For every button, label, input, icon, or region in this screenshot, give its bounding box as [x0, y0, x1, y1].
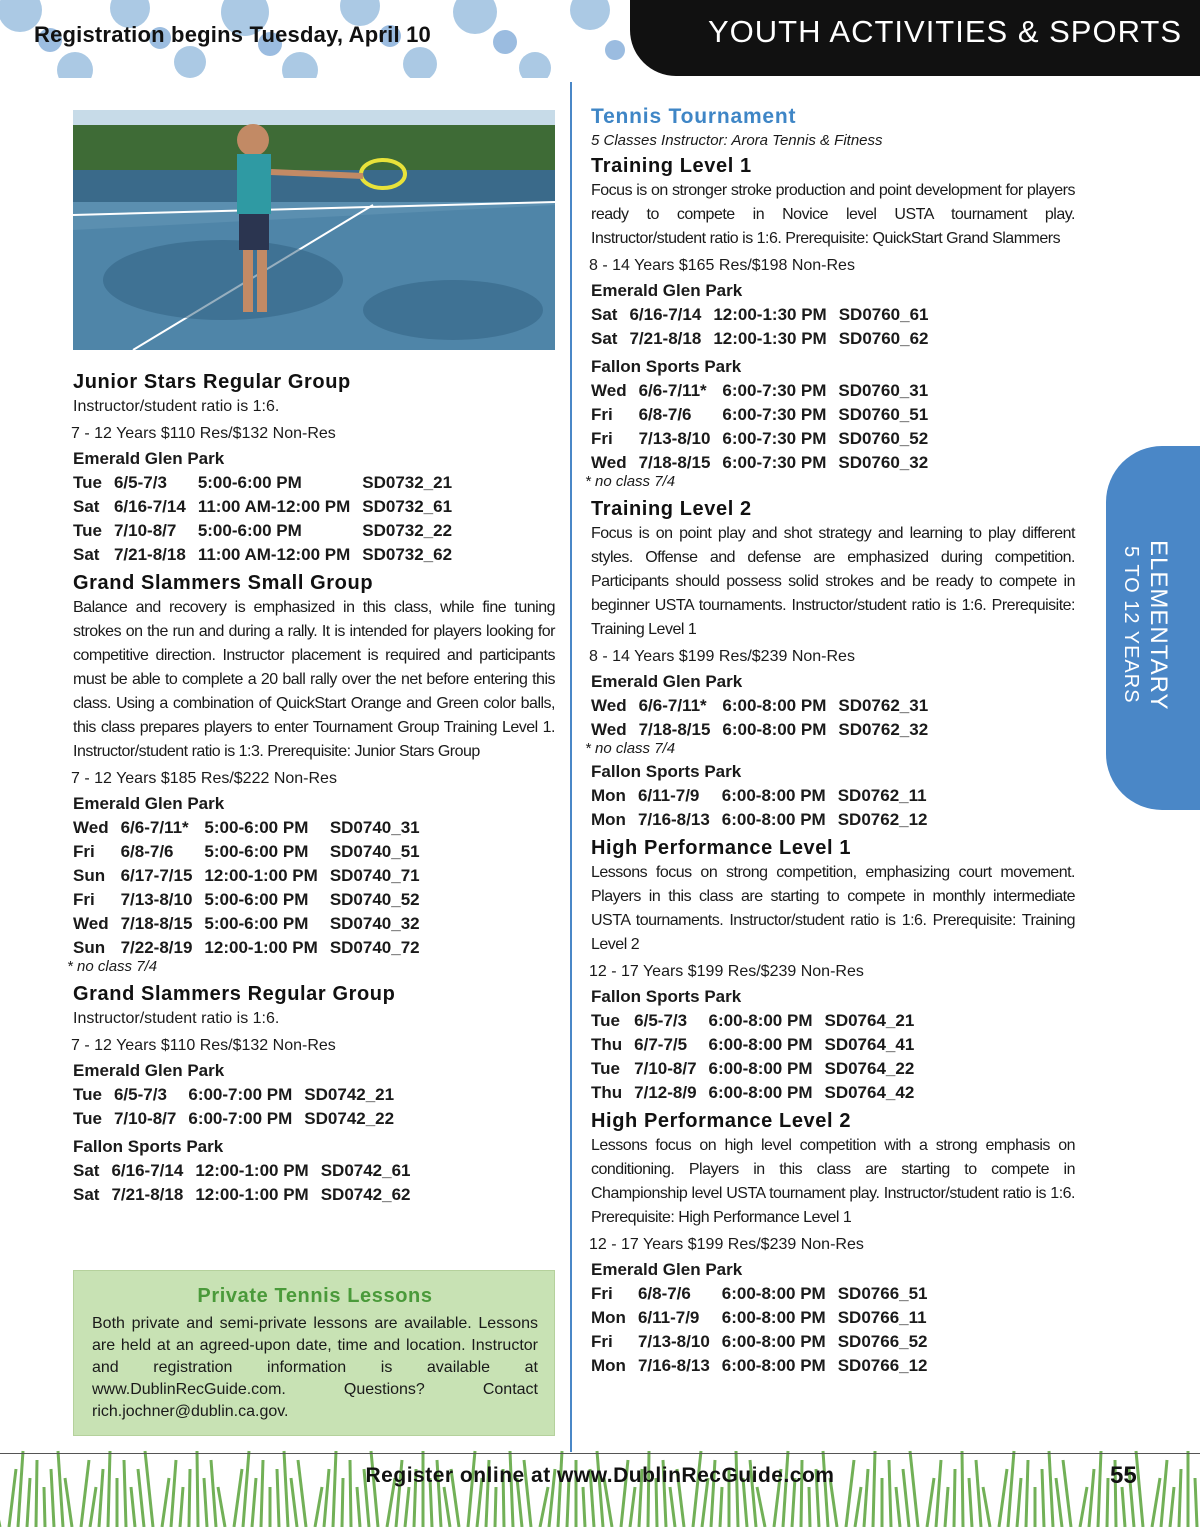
grass-blade [1008, 1451, 1014, 1527]
schedule-row [591, 403, 940, 427]
grand-regular-title: Grand Slammers Regular Group [73, 983, 396, 1005]
private-lessons-box [73, 1270, 555, 1436]
time-cell: 6:00-8:00 PM [722, 720, 827, 739]
high-performance-1-ages: 12 - 17 Years $199 Res/$239 Non-Res [589, 963, 864, 980]
course-code-cell: SD0766_11 [837, 1308, 927, 1327]
junior-stars-location: Emerald Glen Park [73, 449, 225, 468]
time-cell: 12:00-1:30 PM [713, 305, 827, 324]
grass-blade [18, 1451, 23, 1527]
footer-register-link[interactable]: Register online at www.DublinRecGuide.com [365, 1464, 835, 1487]
training-level-2-title: Training Level 2 [591, 498, 752, 520]
time-cell: 11:00 AM-12:00 PM [197, 545, 351, 564]
dates-cell: 6/16-7/14 [111, 1161, 184, 1180]
grand-regular-schedule-1 [73, 1083, 406, 1131]
course-code-cell: SD0740_72 [329, 938, 420, 957]
dates-cell: 7/13-8/10 [638, 429, 711, 448]
day-cell: Fri [591, 429, 613, 448]
course-code-cell: SD0732_21 [362, 473, 453, 492]
schedule-row [73, 1083, 406, 1107]
section-title: YOUTH ACTIVITIES & SPORTS [708, 14, 1183, 49]
dates-cell: 7/21-8/18 [629, 329, 702, 348]
time-cell: 6:00-8:00 PM [721, 1356, 826, 1375]
course-code-cell: SD0742_61 [320, 1161, 411, 1180]
course-code-cell: SD0762_11 [837, 786, 927, 805]
training-level-1-location-1: Emerald Glen Park [591, 281, 743, 300]
day-cell: Mon [591, 786, 626, 805]
dates-cell: 6/6-7/11* [638, 696, 707, 715]
day-cell: Sat [73, 545, 100, 564]
day-cell: Sat [73, 497, 100, 516]
schedule-row [73, 1159, 423, 1183]
right-column [585, 104, 1075, 1378]
tennis-tournament-subtitle: 5 Classes Instructor: Arora Tennis & Fitness [591, 132, 883, 149]
training-level-2-note: * no class 7/4 [585, 740, 676, 757]
dates-cell: 7/10-8/7 [113, 1109, 177, 1128]
day-cell: Wed [591, 696, 627, 715]
grass-blade [371, 1451, 378, 1527]
course-code-cell: SD0740_32 [329, 914, 420, 933]
time-cell: 6:00-7:30 PM [722, 453, 827, 472]
high-performance-2-title: High Performance Level 2 [591, 1110, 852, 1132]
time-cell: 5:00-6:00 PM [197, 521, 302, 540]
course-code-cell: SD0766_51 [837, 1284, 928, 1303]
schedule-row [73, 471, 464, 495]
grass-blade [823, 1451, 828, 1527]
time-cell: 6:00-7:30 PM [722, 405, 827, 424]
dates-cell: 6/8-7/6 [638, 405, 692, 424]
junior-stars-schedule [73, 471, 464, 567]
course-code-cell: SD0762_31 [838, 696, 929, 715]
schedule-row [591, 1330, 940, 1354]
day-cell: Sat [73, 1185, 100, 1204]
schedule-row [591, 808, 940, 832]
training-level-2-schedule-1 [591, 694, 940, 742]
age-group-line-1: ELEMENTARY [1145, 540, 1172, 711]
time-cell: 6:00-7:00 PM [188, 1109, 293, 1128]
schedule-row [73, 1183, 423, 1207]
grass-blade [983, 1487, 990, 1527]
high-performance-2-ages: 12 - 17 Years $199 Res/$239 Non-Res [589, 1236, 864, 1253]
registration-banner: Registration begins Tuesday, April 10 [34, 22, 431, 47]
grand-regular-ages: 7 - 12 Years $110 Res/$132 Non-Res [71, 1037, 336, 1054]
dates-cell: 7/21-8/18 [113, 545, 186, 564]
tennis-photo [73, 110, 555, 350]
grass-blade [783, 1451, 788, 1527]
training-level-1-desc: Focus is on stronger stroke production and point development for players ready to compete in Novice level USTA tournament play. Instructor/student ratio is 1:6. Prerequisite: QuickStart Grand Slammers [591, 182, 1075, 247]
time-cell: 6:00-8:00 PM [721, 1284, 826, 1303]
grass-blade [218, 1487, 225, 1527]
junior-stars-title: Junior Stars Regular Group [73, 371, 351, 393]
grass-blade [757, 1487, 765, 1527]
grass-blade [197, 1451, 198, 1527]
dates-cell: 6/6-7/11* [638, 381, 707, 400]
training-level-1-schedule-2 [591, 379, 940, 475]
grass-blade [444, 1487, 450, 1527]
training-level-1-title: Training Level 1 [591, 155, 752, 177]
day-cell: Mon [591, 1356, 626, 1375]
schedule-row [591, 1057, 926, 1081]
grass-blade [243, 1451, 249, 1527]
grass-blade [809, 1487, 810, 1527]
schedule-row [591, 784, 940, 808]
course-code-cell: SD0760_61 [838, 305, 929, 324]
grass-blade [720, 1487, 722, 1527]
schedule-row [73, 519, 464, 543]
day-cell: Fri [73, 890, 95, 909]
time-cell: 12:00-1:00 PM [204, 866, 318, 885]
course-code-cell: SD0742_21 [304, 1085, 395, 1104]
day-cell: Fri [591, 1332, 613, 1351]
dates-cell: 6/16-7/14 [629, 305, 702, 324]
time-cell: 12:00-1:30 PM [713, 329, 827, 348]
high-performance-2-schedule [591, 1282, 940, 1378]
course-code-cell: SD0760_62 [838, 329, 929, 348]
course-code-cell: SD0740_71 [329, 866, 420, 885]
day-cell: Tue [591, 1059, 620, 1078]
course-code-cell: SD0740_31 [329, 818, 420, 837]
dates-cell: 7/10-8/7 [634, 1059, 697, 1078]
grass-blade [90, 1487, 96, 1527]
grand-small-desc: Balance and recovery is emphasized in this class, while fine tuning strokes on the run and during a rally. It is intended for players looking for competitive direction. Instructor placement is required and participants must be able to complete a 20 ball rally over the net before entering this class. Using a combination of QuickStart Orange and Green color balls, this class prepares players to enter Tournament Group Training Level 1. Instructor/student ratio is 1:3. Prerequisite: Junior Stars Group [73, 599, 555, 760]
time-cell: 6:00-8:00 PM [722, 696, 827, 715]
course-code-cell: SD0762_32 [838, 720, 929, 739]
grass-blade [670, 1487, 675, 1527]
grass-blade [910, 1451, 918, 1527]
high-performance-1-desc: Lessons focus on strong competition, emphasizing court movement. Players in this class are starting to compete in monthly intermediate USTA tournaments. Instructor/student ratio is 1:6. Prerequisite: Training Level 2 [591, 864, 1075, 953]
course-code-cell: SD0760_31 [838, 381, 929, 400]
time-cell: 6:00-8:00 PM [708, 1011, 813, 1030]
day-cell: Sat [591, 305, 618, 324]
grass-blade [896, 1487, 900, 1527]
day-cell: Wed [591, 720, 627, 739]
dates-cell: 6/7-7/5 [634, 1035, 688, 1054]
day-cell: Fri [73, 842, 95, 861]
grass-blade [495, 1487, 496, 1527]
schedule-row [591, 718, 940, 742]
grass-blade [945, 1487, 948, 1527]
grass-blade [145, 1451, 153, 1527]
grand-small-ages: 7 - 12 Years $185 Res/$222 Non-Res [71, 770, 337, 787]
schedule-row [73, 864, 432, 888]
dates-cell: 7/10-8/7 [113, 521, 177, 540]
schedule-row [73, 888, 432, 912]
high-performance-2-desc: Lessons focus on high level competition with a strong emphasis on conditioning. Players in this class are starting to compete in Championship level USTA tournament play. Instructor/student ratio is 1:6. Prerequisite: High Performance Level 1 [591, 1137, 1075, 1226]
left-column [67, 370, 555, 1207]
dates-cell: 6/8-7/6 [637, 1284, 691, 1303]
course-code-cell: SD0760_52 [838, 429, 929, 448]
junior-stars-desc: Instructor/student ratio is 1:6. [73, 398, 280, 415]
grass-blade [583, 1487, 585, 1527]
day-cell: Fri [591, 405, 613, 424]
grass-blade [108, 1451, 110, 1527]
course-code-cell: SD0732_61 [362, 497, 453, 516]
schedule-row [73, 543, 464, 567]
schedule-row [591, 303, 941, 327]
course-code-cell: SD0732_62 [362, 545, 453, 564]
age-group-line-2: 5 TO 12 YEARS [1120, 546, 1142, 704]
course-code-cell: SD0766_12 [837, 1356, 928, 1375]
course-code-cell: SD0762_12 [837, 810, 928, 829]
schedule-row [591, 379, 940, 403]
time-cell: 5:00-6:00 PM [204, 842, 309, 861]
time-cell: 5:00-6:00 PM [204, 890, 309, 909]
course-code-cell: SD0742_22 [304, 1109, 395, 1128]
grand-regular-schedule-2 [73, 1159, 423, 1207]
day-cell: Tue [73, 473, 102, 492]
schedule-row [591, 427, 940, 451]
training-level-2-location-2: Fallon Sports Park [591, 762, 742, 781]
grand-regular-desc: Instructor/student ratio is 1:6. [73, 1010, 280, 1027]
grass-blade [1136, 1451, 1143, 1527]
grass-blade [468, 1451, 475, 1527]
dates-cell: 7/18-8/15 [120, 914, 193, 933]
grass-blade [693, 1451, 701, 1527]
schedule-row [73, 912, 432, 936]
grass-blade [1122, 1487, 1125, 1527]
day-cell: Wed [591, 381, 627, 400]
training-level-2-location-1: Emerald Glen Park [591, 672, 743, 691]
grass-blade [597, 1451, 603, 1527]
day-cell: Thu [591, 1035, 623, 1054]
grass-blade [510, 1451, 513, 1527]
time-cell: 6:00-8:00 PM [721, 810, 826, 829]
schedule-row [591, 694, 940, 718]
course-code-cell: SD0742_62 [320, 1185, 411, 1204]
course-code-cell: SD0760_51 [838, 405, 929, 424]
time-cell: 6:00-8:00 PM [721, 786, 826, 805]
time-cell: 12:00-1:00 PM [195, 1185, 309, 1204]
schedule-row [591, 1354, 940, 1378]
time-cell: 12:00-1:00 PM [195, 1161, 309, 1180]
grass-blade [962, 1451, 963, 1527]
day-cell: Tue [73, 1085, 102, 1104]
training-level-1-schedule-1 [591, 303, 941, 351]
course-code-cell: SD0740_52 [329, 890, 420, 909]
dates-cell: 6/5-7/3 [634, 1011, 688, 1030]
training-level-2-ages: 8 - 14 Years $199 Res/$239 Non-Res [589, 648, 855, 665]
dates-cell: 6/11-7/9 [637, 1308, 700, 1327]
private-lessons-title: Private Tennis Lessons [197, 1285, 433, 1307]
time-cell: 12:00-1:00 PM [204, 938, 318, 957]
time-cell: 6:00-8:00 PM [708, 1035, 813, 1054]
day-cell: Sun [73, 938, 106, 957]
junior-stars-ages: 7 - 12 Years $110 Res/$132 Non-Res [71, 425, 336, 442]
course-code-cell: SD0760_32 [838, 453, 929, 472]
day-cell: Sat [73, 1161, 100, 1180]
dates-cell: 7/22-8/19 [120, 938, 193, 957]
dates-cell: 6/5-7/3 [113, 473, 167, 492]
day-cell: Mon [591, 810, 626, 829]
time-cell: 6:00-7:30 PM [722, 429, 827, 448]
schedule-row [73, 840, 432, 864]
dates-cell: 7/21-8/18 [111, 1185, 184, 1204]
schedule-row [591, 327, 941, 351]
grand-small-schedule [73, 816, 432, 960]
page-number: 55 [1110, 1462, 1137, 1489]
column-divider [570, 82, 572, 1452]
grass-blade [1080, 1487, 1087, 1527]
dates-cell: 7/13-8/10 [120, 890, 193, 909]
dates-cell: 7/18-8/15 [638, 720, 711, 739]
schedule-row [591, 1282, 940, 1306]
grass-blade [58, 1451, 63, 1527]
day-cell: Tue [73, 1109, 102, 1128]
time-cell: 5:00-6:00 PM [204, 914, 309, 933]
training-level-2-desc: Focus is on point play and shot strategy and learning to play different styles. Offense and defense are emphasized during competition. Participants should possess solid strokes and be ready to compete in beginner USTA tournaments. Instructor/student ratio is 1:6. Prerequisite: Training Level 1 [591, 525, 1075, 638]
grass-blade [873, 1451, 875, 1527]
grass-blade [333, 1451, 336, 1527]
dates-cell: 7/12-8/9 [634, 1083, 697, 1102]
course-code-cell: SD0740_51 [329, 842, 420, 861]
grass-blade [630, 1487, 635, 1527]
time-cell: 5:00-6:00 PM [204, 818, 309, 837]
grass-blade [131, 1487, 135, 1527]
day-cell: Wed [73, 914, 109, 933]
grand-regular-location-2: Fallon Sports Park [73, 1137, 224, 1156]
course-code-cell: SD0764_42 [824, 1083, 915, 1102]
grass-blade [540, 1487, 548, 1527]
schedule-row [591, 1033, 926, 1057]
training-level-1-location-2: Fallon Sports Park [591, 357, 742, 376]
time-cell: 6:00-8:00 PM [708, 1083, 813, 1102]
schedule-row [591, 1009, 926, 1033]
dates-cell: 6/5-7/3 [113, 1085, 167, 1104]
course-code-cell: SD0764_21 [824, 1011, 915, 1030]
course-code-cell: SD0764_41 [824, 1035, 915, 1054]
time-cell: 5:00-6:00 PM [197, 473, 302, 492]
schedule-row [73, 1107, 406, 1131]
day-cell: Tue [73, 521, 102, 540]
page-header [0, 0, 1200, 78]
course-code-cell: SD0766_52 [837, 1332, 928, 1351]
day-cell: Fri [591, 1284, 613, 1303]
schedule-row [591, 1081, 926, 1105]
private-lessons-text: Both private and semi-private lessons are available. Lessons are held at an agreed-upon date, time and location. Instructor and registration information is available at www.DublinRecGuide.com. Questions? Contact rich.jochner@dublin.ca.gov. [92, 1315, 538, 1420]
training-level-1-ages: 8 - 14 Years $165 Res/$198 Non-Res [589, 257, 855, 274]
grand-regular-location-1: Emerald Glen Park [73, 1061, 225, 1080]
time-cell: 6:00-7:30 PM [722, 381, 827, 400]
high-performance-1-title: High Performance Level 1 [591, 837, 852, 859]
grass-blade [648, 1451, 649, 1527]
schedule-row [73, 816, 432, 840]
grand-small-title: Grand Slammers Small Group [73, 572, 374, 594]
dates-cell: 6/8-7/6 [120, 842, 174, 861]
grass-blade [284, 1451, 288, 1527]
time-cell: 6:00-8:00 PM [708, 1059, 813, 1078]
footer-rule [0, 1453, 1200, 1454]
schedule-row [73, 936, 432, 960]
dates-cell: 7/16-8/13 [637, 1356, 710, 1375]
course-code-cell: SD0764_22 [824, 1059, 915, 1078]
grass-blade [736, 1451, 738, 1527]
dates-cell: 6/17-7/15 [120, 866, 193, 885]
dates-cell: 7/13-8/10 [637, 1332, 710, 1351]
grand-small-location: Emerald Glen Park [73, 794, 225, 813]
high-performance-1-location: Fallon Sports Park [591, 987, 742, 1006]
dates-cell: 7/18-8/15 [638, 453, 711, 472]
grass-blade [558, 1451, 562, 1527]
grass-blade [180, 1487, 183, 1527]
day-cell: Wed [73, 818, 109, 837]
dates-cell: 6/6-7/11* [120, 818, 189, 837]
grand-small-note: * no class 7/4 [67, 958, 158, 975]
dates-cell: 7/16-8/13 [637, 810, 710, 829]
training-level-2-schedule-2 [591, 784, 940, 832]
day-cell: Tue [591, 1011, 620, 1030]
dates-cell: 6/11-7/9 [637, 786, 700, 805]
grass-blade [1170, 1487, 1174, 1527]
grass-blade [1098, 1451, 1101, 1527]
time-cell: 6:00-8:00 PM [721, 1308, 826, 1327]
grass-blade [855, 1487, 861, 1527]
day-cell: Mon [591, 1308, 626, 1327]
time-cell: 6:00-7:00 PM [188, 1085, 293, 1104]
course-code-cell: SD0732_22 [362, 521, 453, 540]
schedule-row [591, 451, 940, 475]
day-cell: Sun [73, 866, 106, 885]
day-cell: Sat [591, 329, 618, 348]
schedule-row [591, 1306, 940, 1330]
grass-blade [1049, 1451, 1053, 1527]
age-group-label [1112, 540, 1172, 720]
schedule-row [73, 495, 464, 519]
grass-blade [315, 1487, 322, 1527]
day-cell: Thu [591, 1083, 623, 1102]
grass-blade [44, 1487, 45, 1527]
grass-blade [357, 1487, 360, 1527]
time-cell: 11:00 AM-12:00 PM [197, 497, 351, 516]
time-cell: 6:00-8:00 PM [721, 1332, 826, 1351]
grass-blade [405, 1487, 409, 1527]
dates-cell: 6/16-7/14 [113, 497, 186, 516]
high-performance-1-schedule [591, 1009, 926, 1105]
training-level-1-note: * no class 7/4 [585, 473, 676, 490]
high-performance-2-location: Emerald Glen Park [591, 1260, 743, 1279]
tennis-tournament-title: Tennis Tournament [591, 105, 797, 128]
day-cell: Wed [591, 453, 627, 472]
